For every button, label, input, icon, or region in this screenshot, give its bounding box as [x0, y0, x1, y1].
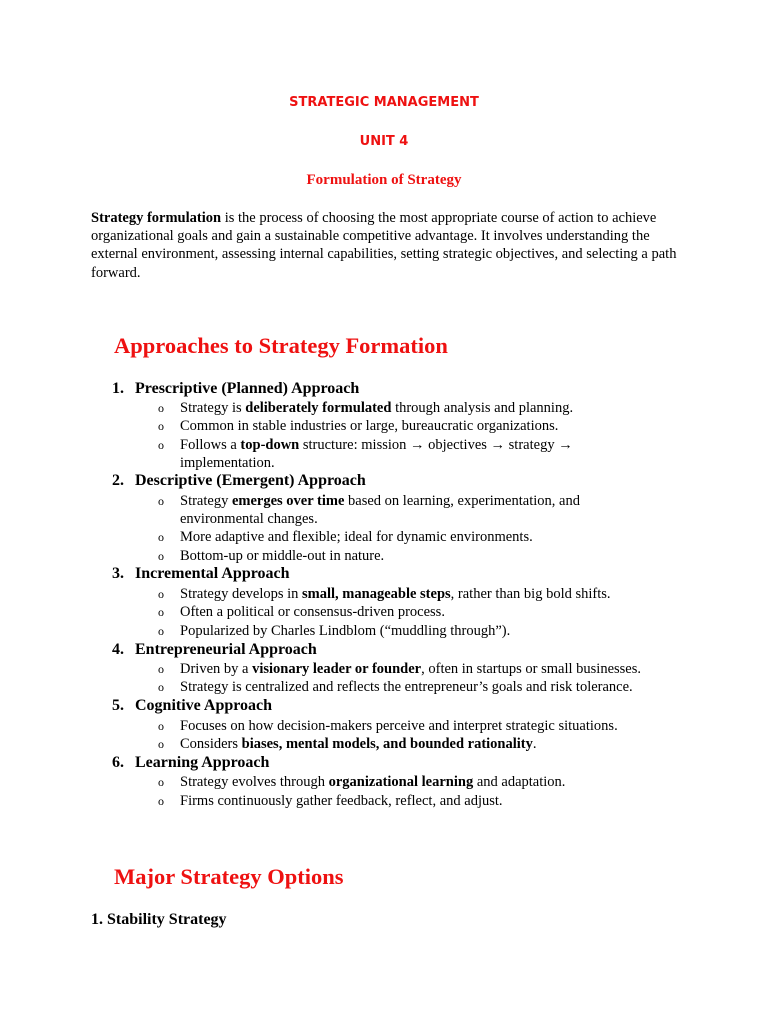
- approach-5-number: 5.: [112, 697, 124, 714]
- approach-3-bullet-1: o Strategy develops in small, manageable steps, rather than big bold shifts.: [158, 586, 611, 602]
- approach-2-number: 2.: [112, 472, 124, 489]
- approach-6-bullet-2: o Firms continuously gather feedback, reflect, and adjust.: [158, 793, 503, 809]
- course-title: STRATEGIC MANAGEMENT: [289, 95, 479, 110]
- bullet-glyph: o: [158, 549, 164, 563]
- approach-3-title: Incremental Approach: [135, 565, 290, 582]
- approach-6-number: 6.: [112, 754, 124, 771]
- approach-3-number: 3.: [112, 565, 124, 582]
- bullet-glyph: o: [158, 494, 164, 508]
- approach-6-heading: [112, 754, 269, 772]
- intro-term: Strategy formulation: [91, 210, 222, 226]
- bullet-glyph: o: [158, 680, 164, 694]
- approach-5-bullet-1: o Focuses on how decision-makers perceive and interpret strategic situations.: [158, 718, 618, 734]
- stability-strategy-heading: 1. Stability Strategy: [91, 911, 227, 928]
- bullet-glyph: o: [158, 737, 164, 751]
- strategy-options-heading: Major Strategy Options: [114, 864, 344, 889]
- topic-title: Formulation of Strategy: [306, 172, 462, 188]
- bullet-glyph: o: [158, 605, 164, 619]
- approach-2-bullet-3: o Bottom-up or middle-out in nature.: [158, 548, 385, 564]
- intro-paragraph: [91, 209, 691, 282]
- bullet-glyph: o: [158, 794, 164, 808]
- approach-2-bullet-2: o More adaptive and flexible; ideal for dynamic environments.: [158, 529, 533, 545]
- approach-1-heading: [112, 380, 359, 398]
- approach-3-heading: [112, 565, 290, 583]
- unit-title: UNIT 4: [359, 134, 409, 149]
- approach-4-bullet-2: o Strategy is centralized and reflects the entrepreneur’s goals and risk tolerance.: [158, 679, 633, 695]
- bullet-glyph: o: [158, 662, 164, 676]
- approach-5-bullet-2: o Considers biases, mental models, and bounded rationality.: [158, 736, 537, 752]
- intro-text: is the process of choosing the most appropriate course of action to achieve organizational goals and gain a sustainable competitive advantage. It involves understanding the external environment, assessing internal capabilities, setting strategic objectives, and selecting a path forward.: [91, 210, 677, 281]
- approach-1-bullet-1: o Strategy is deliberately formulated through analysis and planning.: [158, 400, 574, 416]
- bullet-glyph: o: [158, 624, 164, 638]
- approach-4-title: Entrepreneurial Approach: [135, 641, 317, 658]
- approach-4-bullet-1: o Driven by a visionary leader or founder, often in startups or small businesses.: [158, 661, 642, 677]
- approach-2-heading: [112, 472, 366, 490]
- bullet-glyph: o: [158, 530, 164, 544]
- bullet-glyph: o: [158, 719, 164, 733]
- approach-2-bullet-1: o Strategy emerges over time based on learning, experimentation, and environmental changes.: [158, 493, 580, 528]
- approaches-heading: Approaches to Strategy Formation: [114, 333, 448, 358]
- approach-2-title: Descriptive (Emergent) Approach: [135, 472, 366, 489]
- approach-1-bullet-2: o Common in stable industries or large, bureaucratic organizations.: [158, 418, 559, 434]
- bullet-glyph: o: [158, 419, 164, 433]
- approach-3-bullet-2: o Often a political or consensus-driven process.: [158, 604, 445, 620]
- approach-4-heading: [112, 641, 317, 659]
- bullet-glyph: o: [158, 401, 164, 415]
- approach-4-number: 4.: [112, 641, 124, 658]
- approach-1-bullet-3: o Follows a top-down structure: mission → objectives → strategy → implementation.: [158, 437, 573, 472]
- approach-6-title: Learning Approach: [135, 754, 270, 771]
- approach-5-heading: [112, 697, 272, 715]
- approach-3-bullet-3: o Popularized by Charles Lindblom (“muddling through”).: [158, 623, 511, 639]
- bullet-glyph: o: [158, 775, 164, 789]
- approach-6-bullet-1: o Strategy evolves through organizational learning and adaptation.: [158, 774, 566, 790]
- bullet-glyph: o: [158, 438, 164, 452]
- approach-1-title: Prescriptive (Planned) Approach: [135, 380, 360, 397]
- approach-5-title: Cognitive Approach: [135, 697, 273, 714]
- bullet-glyph: o: [158, 587, 164, 601]
- approach-1-number: 1.: [112, 380, 124, 397]
